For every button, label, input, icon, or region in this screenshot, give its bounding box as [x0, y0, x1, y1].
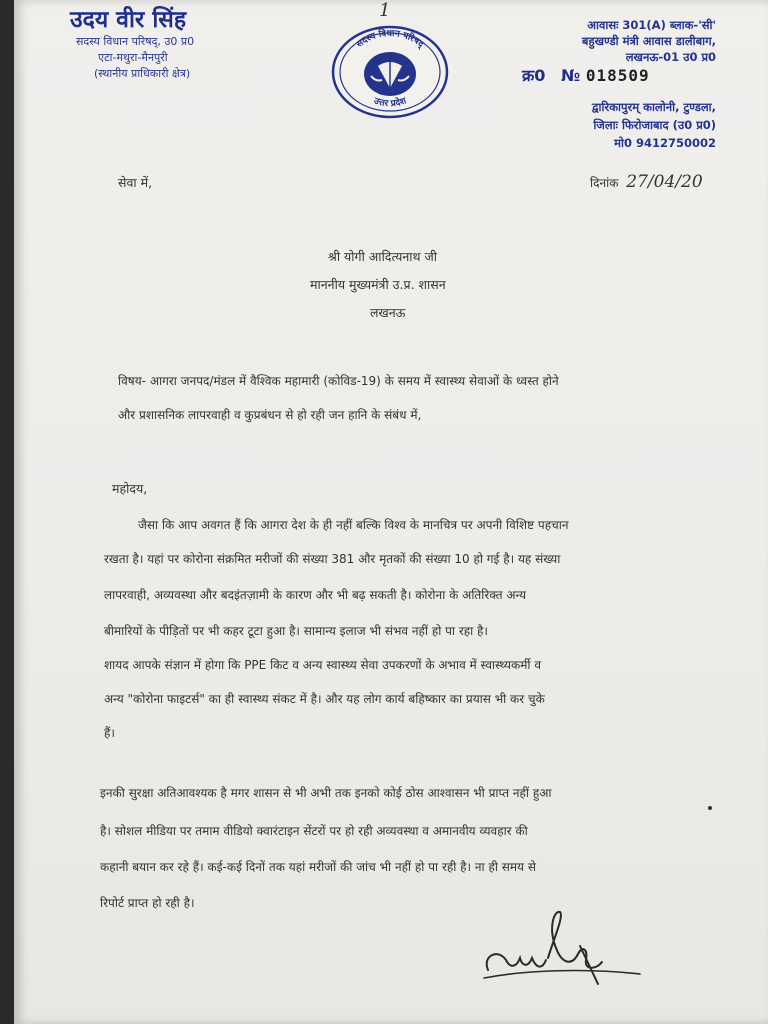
- page-number: 1: [379, 0, 391, 21]
- reference-prefix: क्र0: [522, 66, 546, 85]
- sender-name: उदय वीर सिंह: [70, 6, 187, 33]
- paragraph-2-line-1: शायद आपके संज्ञान में होगा कि PPE किट व अन्य स्वास्थ्य सेवा उपकरणों के अभाव में स्वास्थ्यकर्मी व: [104, 658, 542, 672]
- sender-constituency: एटा-मथुरा-मैनपुरी: [98, 51, 168, 64]
- address-line-5: जिलाः फिरोजाबाद (उ0 प्र0): [593, 118, 716, 132]
- sender-area: (स्थानीय प्राधिकारी क्षेत्र): [94, 67, 191, 80]
- salutation-to: सेवा में,: [118, 175, 153, 190]
- date-label: दिनांक: [590, 176, 619, 190]
- letter-page: [14, 0, 768, 1024]
- paragraph-1-line-3: लापरवाही, अव्यवस्था और बदइंतज़ामी के कारण और भी बढ़ सकती है। कोरोना के अतिरिक्त अन्य: [104, 588, 527, 602]
- paragraph-3-line-1: इनकी सुरक्षा अतिआवश्यक है मगर शासन से भी अभी तक इनको कोई ठोस आश्वासन भी प्राप्त नहीं हुआ: [100, 786, 552, 800]
- recipient-city: लखनऊ: [370, 305, 406, 320]
- sender-designation: सदस्य विधान परिषद्, उ0 प्र0: [76, 35, 195, 48]
- seal-bottom-text: उत्तर प्रदेश: [372, 96, 408, 110]
- reference-no-label: №: [561, 66, 581, 85]
- paragraph-1-line-1: जैसा कि आप अवगत हैं कि आगरा देश के ही नहीं बल्कि विश्व के मानचित्र पर अपनी विशिष्ट पहचान: [138, 518, 569, 532]
- address-line-4: द्वारिकापुरम् कालोनी, टुण्डला,: [591, 100, 716, 114]
- paragraph-1-line-2: रखता है। यहां पर कोरोना संक्रमित मरीजों की संख्या 381 और मृतकों की संख्या 10 हो गई है। यह संख्या: [104, 552, 561, 566]
- address-line-1: आवासः 301(A) ब्लाक-'सी': [587, 18, 716, 32]
- seal-top-text: सदस्य विधान परिषद्: [354, 28, 426, 50]
- address-line-2: बहुखण्डी मंत्री आवास डालीबाग,: [581, 34, 716, 48]
- paragraph-2-line-3: हैं।: [104, 726, 115, 740]
- date-value: 27/04/20: [626, 172, 703, 192]
- paragraph-3-line-4: रिपोर्ट प्राप्त हो रही है।: [100, 896, 195, 910]
- subject-line-1: विषय- आगरा जनपद/मंडल में वैश्विक महामारी (कोविड-19) के समय में स्वास्थ्य सेवाओं के ध्वस्त होने: [118, 374, 559, 388]
- paragraph-1-line-4: बीमारियों के पीड़ितों पर भी कहर टूटा हुआ है। सामान्य इलाज भी संभव नहीं हो पा रहा है।: [104, 624, 488, 638]
- paragraph-3-line-2: है। सोशल मीडिया पर तमाम वीडियो क्वारंटाइन सेंटरों पर हो रही अव्यवस्था व अमानवीय व्यवहार की: [100, 824, 528, 838]
- paragraph-2-line-2: अन्य "कोरोना फाइटर्स" का ही स्वास्थ्य संकट में है। और यह लोग कार्य बहिष्कार का प्रयास भी कर चुके: [104, 692, 545, 706]
- ink-dot: [708, 806, 712, 810]
- recipient-name: श्री योगी आदित्यनाथ जी: [328, 249, 437, 264]
- address-line-3: लखनऊ-01 उ0 प्र0: [625, 50, 716, 64]
- date-block: [590, 172, 703, 192]
- paragraph-3-line-3: कहानी बयान कर रहे हैं। कई-कई दिनों तक यहां मरीजों की जांच भी नहीं हो पा रही है। ना ही समय से: [100, 860, 536, 874]
- address-phone: मो0 9412750002: [614, 136, 716, 150]
- signature-icon: [476, 908, 646, 988]
- recipient-title: माननीय मुख्यमंत्री उ.प्र. शासन: [310, 277, 446, 292]
- subject-line-2: और प्रशासनिक लापरवाही व कुप्रबंधन से हो रही जन हानि के संबंध में,: [118, 408, 422, 422]
- reference-number-value: 018509: [585, 66, 650, 85]
- greeting: महोदय,: [112, 481, 148, 496]
- assembly-seal-icon: [330, 24, 450, 120]
- reference-number: [522, 64, 650, 86]
